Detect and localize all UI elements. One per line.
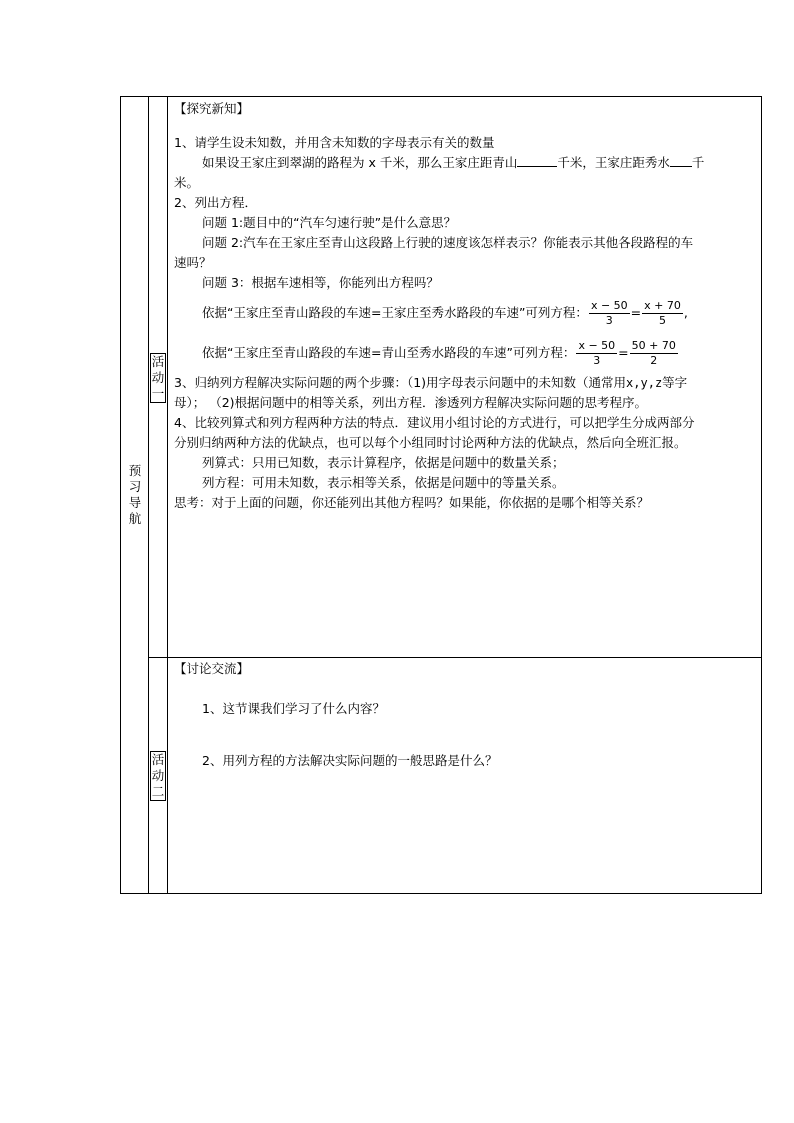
column-divider [148, 97, 149, 893]
fraction: $\frac{x + 70}{5}$ [644, 298, 681, 327]
question-1: 问题 1:题目中的“汽车匀速行驶”是什么意思？ [202, 215, 457, 230]
item3: 3、归纳列方程解决实际问题的两个步骤：（1)用字母表示问题中的未知数（通常用x,y,z等字 [174, 375, 688, 390]
item1-text-cont: 米。 [174, 175, 200, 190]
side-label: 预习导航 [128, 463, 142, 526]
equation-1-row: 依据“王家庄至青山路段的车速=王家庄至秀水路段的车速”可列方程： $\frac{x - 50}{3}$ = $\frac{x + 70}{5}$ , [202, 298, 688, 327]
discussion-question-1: 1、这节课我们学习了什么内容？ [202, 701, 385, 716]
item2-title: 2、列出方程． [174, 195, 257, 210]
think-question: 思考：对于上面的问题，你还能列出其他方程吗？如果能，你依据的是哪个相等关系？ [174, 495, 650, 510]
answer-blank [670, 154, 692, 167]
item4-list-equation: 列方程：可用未知数，表示相等关系，依据是问题中的等量关系。 [202, 475, 565, 490]
item1-title: 1、请学生设未知数，并用含未知数的字母表示有关的数量 [174, 135, 495, 150]
item4-list-calc: 列算式：只用已知数，表示计算程序，依据是问题中的数量关系； [202, 455, 565, 470]
item4-cont: 分别归纳两种方法的优缺点，也可以每个小组同时讨论两种方法的优缺点，然后向全班汇报。 [174, 435, 687, 450]
row-divider [148, 657, 761, 658]
activity1-label: 活动一 [151, 354, 165, 401]
item1-text: 如果设王家庄到翠湖的路程为 x 千米，那么王家庄距青山 千米，王家庄距秀水 千 [202, 155, 705, 170]
fraction: $\frac{x - 50}{3}$ [578, 338, 616, 367]
column-divider [167, 97, 168, 893]
discussion-question-2: 2、用列方程的方法解决实际问题的一般思路是什么？ [202, 753, 498, 768]
equation-2-row: 依据“王家庄至青山路段的车速=青山至秀水路段的车速”可列方程： $\frac{x - 50}{3}$ = $\frac{50 + 70}{2}$ [202, 338, 676, 367]
item4: 4、比较列算式和列方程两种方法的特点．建议用小组讨论的方式进行，可以把学生分成两部分 [174, 415, 695, 430]
activity2-heading: 【讨论交流】 [174, 661, 250, 676]
equation-1-text: 依据“王家庄至青山路段的车速=王家庄至秀水路段的车速”可列方程： [202, 305, 588, 320]
fraction: $\frac{x - 50}{3}$ [590, 298, 628, 327]
activity1-content [174, 99, 755, 513]
question-2: 问题 2:汽车在王家庄至青山这段路上行驶的速度该怎样表示？你能表示其他各段路程的车 [202, 235, 694, 250]
answer-blank [517, 154, 557, 167]
question-2-cont: 速吗？ [174, 255, 212, 270]
activity1-heading: 【探究新知】 [174, 101, 250, 116]
question-3: 问题 3：根据车速相等，你能列出方程吗？ [202, 275, 439, 290]
activity2-label: 活动二 [151, 752, 165, 799]
lesson-table [120, 96, 762, 894]
equation-2-text: 依据“王家庄至青山路段的车速=青山至秀水路段的车速”可列方程： [202, 345, 576, 360]
activity2-content [174, 659, 755, 771]
fraction: $\frac{50 + 70}{2}$ [631, 338, 676, 367]
item3-cont: 母）； （2)根据问题中的相等关系，列出方程．渗透列方程解决实际问题的思考程序。 [174, 395, 648, 410]
